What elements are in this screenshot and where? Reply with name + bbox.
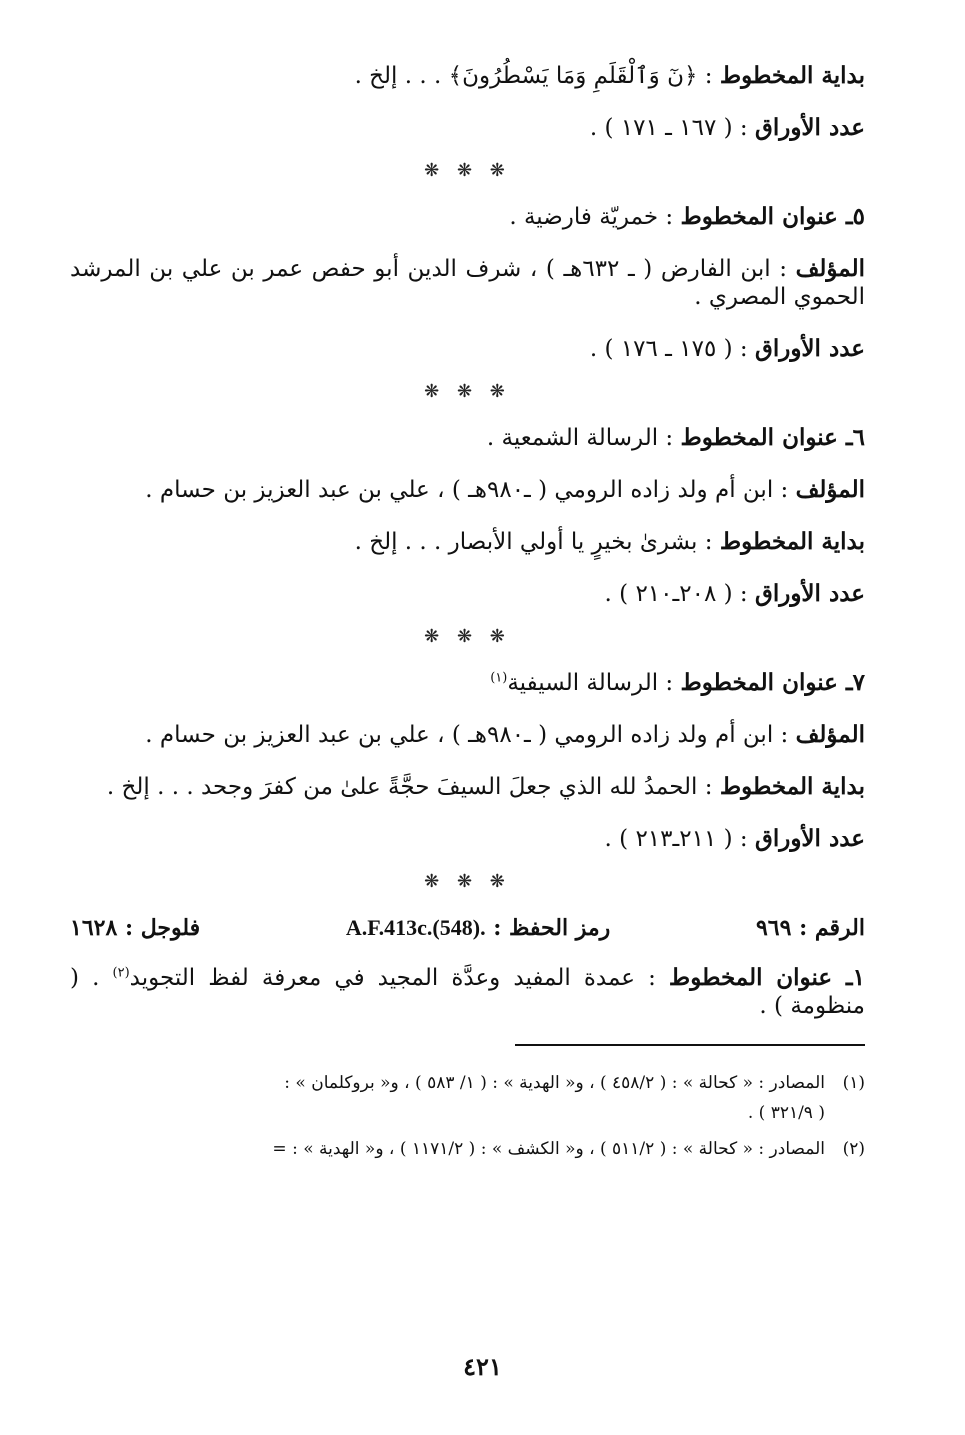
field-value-tail: . ( منظومة ) . [70,965,865,1019]
manuscript-start-line [70,773,865,801]
shelfmark-label: رمز الحفظ : [485,915,611,941]
footnote-text: المصادر : « كحالة » : ( ٤٥٨/٢ ) ، و« الهدية » : ( ١/ ٥٨٣ ) ، و« بروكلمان » : [284,1073,825,1093]
field-separator: : [658,204,681,230]
field-separator: : [773,722,796,748]
field-value: ابن الفارض ( ـ ٦٣٢هـ ) ، شرف الدين أبو حفص عمر بن علي بن المرشد الحموي المصري . [70,256,865,310]
folio-count-line [70,580,865,608]
field-label: المؤلف [795,721,865,748]
manuscript-start-line [70,62,865,90]
page-body [70,62,865,1170]
field-value: بشرىٰ بخيرٍ يا أولي الأبصار . . . إلخ . [354,529,698,555]
field-separator: : [732,581,755,607]
footnote-marker: (١) [490,670,508,686]
field-label: ٥ـ عنوان المخطوط [680,203,865,230]
section-separator: ❋ ❋ ❋ [424,160,511,181]
record-header [70,914,865,942]
manuscript-title-line [70,964,865,1020]
footnote-number: (٢) [842,1139,865,1159]
footnote-continuation: ( ٣٢١/٩ ) . [747,1103,825,1123]
field-separator: : [658,425,681,451]
field-label: ٧ـ عنوان المخطوط [680,669,865,696]
manuscript-title-line [70,669,865,697]
field-label: المؤلف [795,255,866,282]
field-separator: : [773,477,796,503]
page-number: ٤٢١ [463,1352,502,1381]
field-separator: : [697,774,720,800]
field-label: عدد الأوراق [754,580,865,607]
field-separator: : [634,965,669,991]
field-value: ابن أم ولد زاده الرومي ( ـ٩٨٠هـ ) ، علي بن عبد العزيز بن حسام . [145,722,774,748]
field-separator: : [732,336,755,362]
field-separator: : [732,826,755,852]
footnote [70,1134,865,1164]
manuscript-title-line [70,203,865,231]
field-label: ١ـ عنوان المخطوط [668,964,866,991]
field-label: عدد الأوراق [754,825,865,852]
author-line [70,721,865,749]
author-line [70,476,865,504]
field-value: عمدة المفيد وعدَّة المجيد في معرفة لفظ التجويد [129,965,635,991]
field-value: ابن أم ولد زاده الرومي ( ـ٩٨٠هـ ) ، علي بن عبد العزيز بن حسام . [145,477,774,503]
manuscript-start-line [70,528,865,556]
field-value: ( ١٧٥ ـ ١٧٦ ) . [589,336,733,362]
field-label: عدد الأوراق [754,114,865,141]
folio-count-line [70,335,865,363]
footnote-rule [515,1044,865,1046]
field-value: ( ١٦٧ ـ ١٧١ ) . [589,115,733,141]
field-label: عدد الأوراق [754,335,865,362]
section-separator: ❋ ❋ ❋ [424,626,511,647]
field-value: الحمدُ لله الذي جعلَ السيفَ حجَّةً علىٰ من كفرَ وجحد . . . إلخ . [106,774,698,800]
field-label: المؤلف [795,476,865,503]
footnote-text: المصادر : « كحالة » : ( ٥١١/٢ ) ، و« الكشف » : ( ١١٧١/٢ ) ، و« الهدية » : = [272,1139,825,1159]
record-flugel: فلوجل : ١٦٢٨ [70,915,201,941]
field-label: بداية المخطوط [719,773,865,800]
field-value: الرسالة السيفية [507,670,659,696]
field-value: ( ٢٠٨ـ٢١٠ ) . [604,581,733,607]
field-label: ٦ـ عنوان المخطوط [680,424,865,451]
section-separator: ❋ ❋ ❋ [424,381,511,402]
field-label: بداية المخطوط [719,528,865,555]
field-separator: : [770,256,796,282]
folio-count-line [70,114,865,142]
record-number: الرقم : ٩٦٩ [755,915,865,941]
field-separator: : [732,115,755,141]
shelfmark-code: A.F.413c.(548). [345,915,486,940]
field-value: ( ٢١١ـ٢١٣ ) . [604,826,733,852]
field-value: ﴿نٓ وَٱلْقَلَمِ وَمَا يَسْطُرُونَ﴾ . . . إلخ . [354,63,698,89]
footnote [70,1068,865,1128]
author-line [70,255,865,311]
field-value: خمريّة فارضية . [509,204,659,230]
footnote-number: (١) [842,1073,865,1093]
folio-count-line [70,825,865,853]
field-value: الرسالة الشمعية . [486,425,659,451]
field-label: بداية المخطوط [719,62,865,89]
field-separator: : [697,63,720,89]
section-separator: ❋ ❋ ❋ [424,871,511,892]
field-separator: : [697,529,720,555]
field-separator: : [658,670,681,696]
footnote-marker: (٢) [112,965,130,981]
manuscript-title-line [70,424,865,452]
record-shelfmark [346,914,610,942]
